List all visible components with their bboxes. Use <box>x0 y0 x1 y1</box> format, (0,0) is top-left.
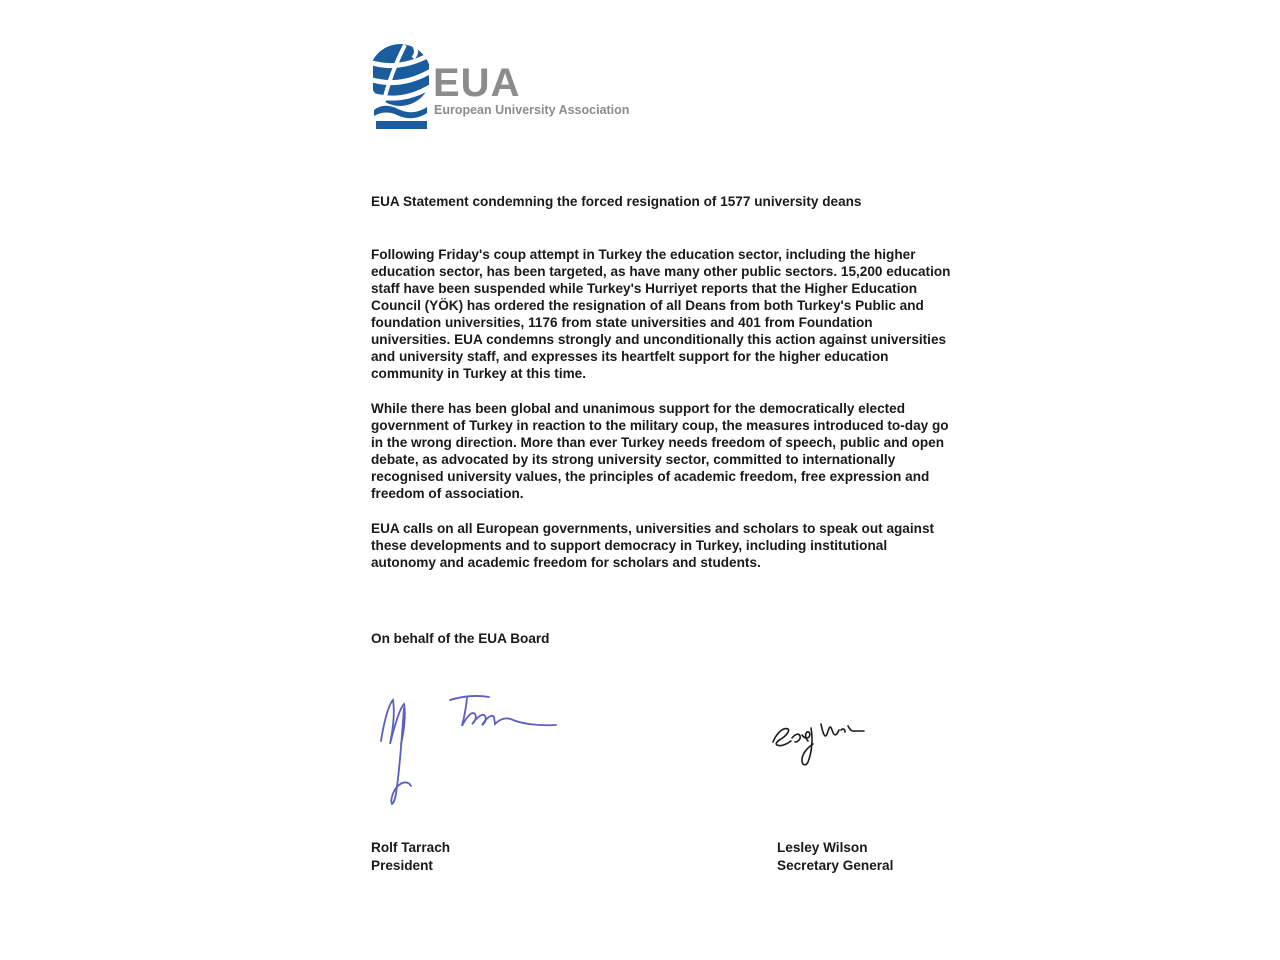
signatures-block <box>371 686 949 814</box>
rolf-tarrach-signature-icon <box>381 696 556 804</box>
lesley-wilson-signature-icon <box>773 724 864 765</box>
statement-title: EUA Statement condemning the forced resignation of 1577 university deans <box>371 194 862 209</box>
paragraph-3: EUA calls on all European governments, universities and scholars to speak out against these developments and to support democracy in Turkey, including institutional autonomy and academic freedom for scholars and students. <box>371 521 935 570</box>
eua-globe-icon <box>373 42 429 130</box>
letter-body <box>371 193 951 879</box>
signatory-right <box>777 839 893 875</box>
paragraph-2: While there has been global and unanimous support for the democratically elected government of Turkey in reaction to the military coup, the measures introduced to-day go in the wrong direction. More than ever Turkey needs freedom of speech, public and open debate, as advocated by its strong university sector, committed to internationally recognised university values, the principles of academic freedom, free expression and freedom of association. <box>371 401 949 501</box>
logo-tagline: European University Association <box>434 103 630 117</box>
closing-line: On behalf of the EUA Board <box>371 631 550 646</box>
signatory-left-name: Rolf Tarrach <box>371 840 451 855</box>
signatory-right-role: Secretary General <box>777 858 894 873</box>
signatories-row <box>371 839 951 879</box>
signatory-left-role: President <box>371 858 433 873</box>
logo-acronym: EUA <box>433 61 521 105</box>
signatory-left <box>371 839 450 875</box>
paragraph-1: Following Friday's coup attempt in Turkey the education sector, including the higher education sector, has been targeted, as have many other public sectors. 15,200 education staff have been suspended while Turkey's Hurriyet reports that the Higher Education Council (YÖK) has ordered the resignation of all Deans from both Turkey's Public and foundation universities, 1176 from state universities and 401 from Foundation universities. EUA condemns strongly and unconditionally this action against universities and university staff, and expresses its heartfelt support for the higher education community in Turkey at this time. <box>371 247 951 381</box>
eua-logo <box>373 42 633 132</box>
signatory-right-name: Lesley Wilson <box>777 840 868 855</box>
